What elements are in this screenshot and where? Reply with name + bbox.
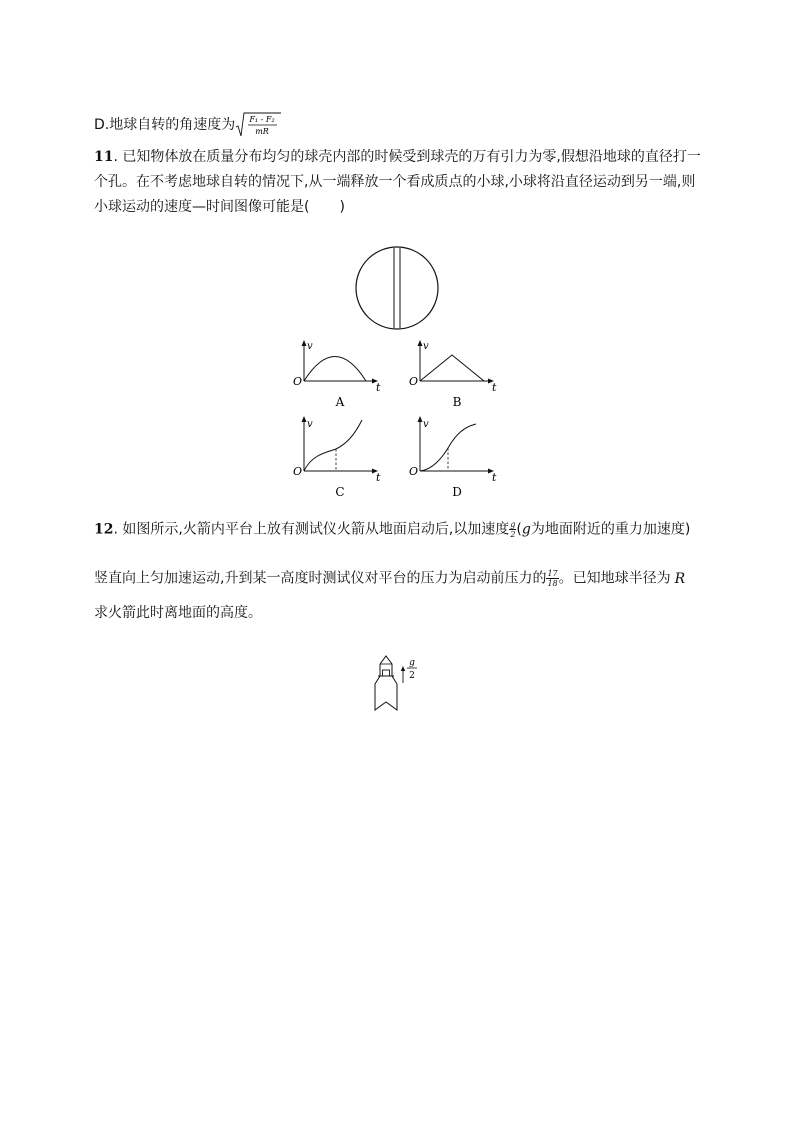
- rocket-nose: [380, 656, 392, 676]
- q11-line-1: [94, 148, 701, 166]
- q12-line-3: [94, 604, 262, 622]
- ratio-denominator: 18: [547, 579, 558, 588]
- graph-c-origin: O: [293, 465, 303, 478]
- graph-b-curve: [420, 355, 484, 381]
- graph-a-origin: O: [293, 375, 303, 388]
- sqrt-denominator: mR: [255, 127, 270, 136]
- graph-d-caption: D: [452, 485, 462, 499]
- graph-c-curve: [304, 420, 362, 471]
- graph-c-caption: C: [335, 485, 345, 499]
- ratio-fraction: [546, 569, 558, 588]
- graph-d: [406, 414, 506, 502]
- graph-d-t-label: t: [492, 471, 497, 484]
- q12-line-2: [94, 569, 685, 588]
- accel-numerator: g: [510, 520, 516, 529]
- graph-b-origin: O: [409, 375, 419, 388]
- q12-text-2a: 竖直向上匀加速运动,升到某一高度时测试仪对平台的压力为启动前压力的: [94, 570, 547, 587]
- graph-c-t-label: t: [376, 471, 381, 484]
- option-d: [94, 112, 281, 138]
- graph-a-v-label: v: [307, 341, 313, 352]
- q11-line-3: [94, 198, 345, 216]
- option-d-text: D.地球自转的角速度为: [94, 117, 236, 133]
- q11-close-paren: ): [339, 199, 345, 215]
- q11-text-2: 个孔。在不考虑地球自转的情况下,从一端释放一个看成质点的小球,小球将沿直径运动到另一端,则: [94, 174, 696, 190]
- q11-line-2: [94, 173, 695, 191]
- graph-c-v-label: v: [307, 419, 313, 430]
- rocket-accel-num: g: [409, 658, 415, 668]
- q11-number: 11: [94, 149, 114, 165]
- graph-a: [290, 338, 390, 410]
- ratio-numerator: 17: [547, 569, 558, 578]
- rocket-accel-den: 2: [409, 671, 415, 681]
- q12-text-1c: 为地面附近的重力加速度): [530, 521, 691, 538]
- graph-d-v-label: v: [423, 419, 429, 430]
- earth-tunnel-diagram: [354, 246, 442, 332]
- graph-c: [290, 414, 390, 502]
- rocket-body: [375, 676, 397, 710]
- sqrt-expression: [235, 112, 281, 138]
- sqrt-numerator: F₁ - F₂: [249, 115, 275, 124]
- q12-text-1a: . 如图所示,火箭内平台上放有测试仪火箭从地面启动后,以加速度: [113, 521, 510, 538]
- graph-a-caption: A: [335, 395, 345, 409]
- rocket-diagram: [370, 654, 422, 714]
- graph-b-caption: B: [452, 395, 462, 409]
- q12-line-1: [94, 520, 690, 539]
- graph-a-t-label: t: [376, 381, 381, 394]
- graph-a-curve: [304, 357, 366, 382]
- q12-text-2b: 。已知地球半径为: [558, 570, 671, 587]
- q12-text-3: 求火箭此时离地面的高度。: [94, 605, 262, 621]
- q11-text-1: . 已知物体放在质量分布均匀的球壳内部的时候受到球壳的万有引力为零,假想沿地球的直径打一: [113, 149, 701, 165]
- q12-number: 12: [94, 521, 114, 538]
- graph-b-t-label: t: [492, 381, 497, 394]
- test-instrument: [383, 670, 390, 676]
- sqrt-symbol: [235, 112, 281, 138]
- graph-b-v-label: v: [423, 341, 429, 352]
- accel-denominator: 2: [510, 530, 516, 539]
- q12-text-1b: (: [516, 521, 522, 538]
- q12-r-symbol: R: [674, 570, 686, 587]
- q12-g-symbol: g: [521, 521, 531, 538]
- q11-text-3: 小球运动的速度—时间图像可能是(: [94, 199, 310, 215]
- graph-d-origin: O: [409, 465, 419, 478]
- earth-circle: [356, 247, 438, 329]
- graph-b: [406, 338, 506, 410]
